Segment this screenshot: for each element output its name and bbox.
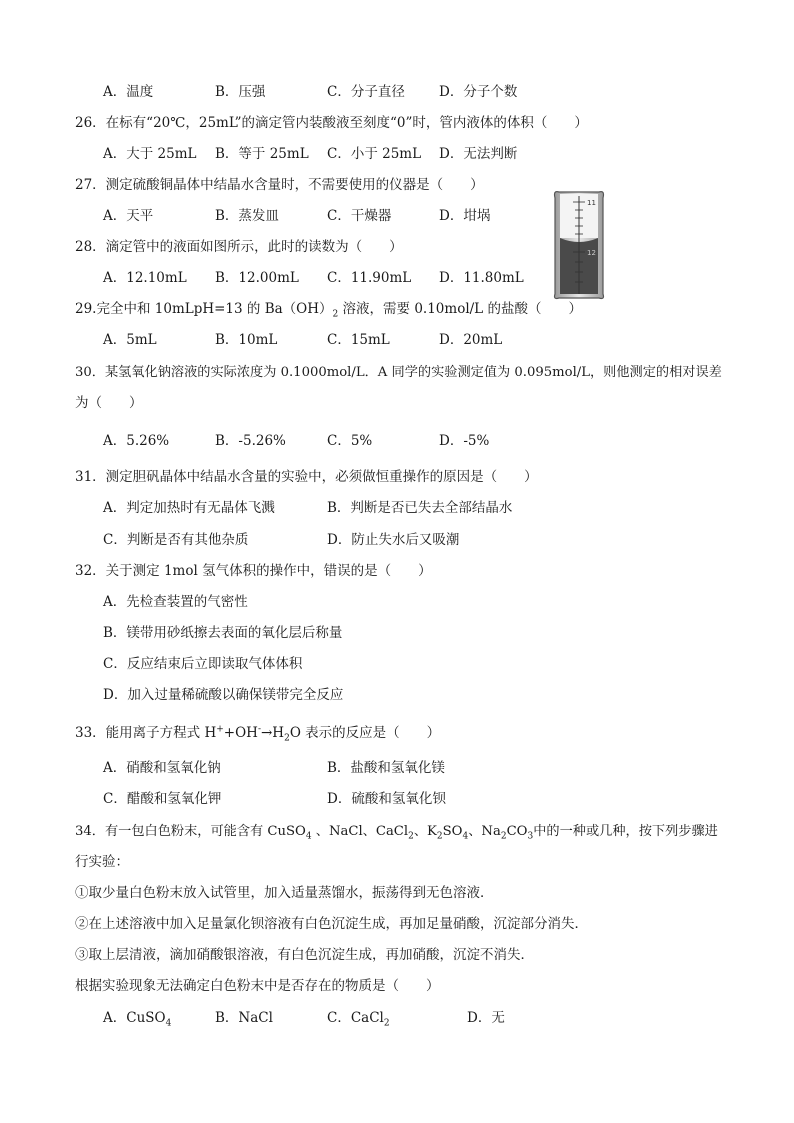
q27-option-b: B．蒸发皿 <box>215 208 279 224</box>
q25-option-d: D．分子个数 <box>439 84 518 100</box>
q29-option-b: B．10mL <box>215 332 278 348</box>
q27-option-a: A．天平 <box>103 208 154 224</box>
q34-stem-line2: 行实验： <box>75 854 129 870</box>
q28-option-c: C．11.90mL <box>327 270 412 286</box>
q27-option-c: C．干燥器 <box>327 208 392 224</box>
q34-step-3: ③取上层清液，滴加硝酸银溶液，有白色沉淀生成，再加硝酸，沉淀不消失． <box>75 947 534 963</box>
q34-option-d: D．无 <box>467 1010 505 1026</box>
q27-option-d: D．坩埚 <box>439 208 491 224</box>
q29-option-c: C．15mL <box>327 332 390 348</box>
q32-option-a: A．先检查装置的气密性 <box>103 594 248 610</box>
q34-option-c: C．CaCl$_2$ <box>327 1010 390 1029</box>
q32-option-c: C．反应结束后立即读取气体体积 <box>103 656 303 672</box>
q31-option-d: D．防止失水后又吸潮 <box>327 532 460 548</box>
q34-step-2: ②在上述溶液中加入足量氯化钡溶液有白色沉淀生成，再加足量硝酸，沉淀部分消失． <box>75 916 588 932</box>
q25-option-b: B．压强 <box>215 84 266 100</box>
q33-option-d: D．硫酸和氢氧化钡 <box>327 791 446 807</box>
burette-tick-12: 12 <box>587 249 596 257</box>
q34-option-b: B．NaCl <box>215 1010 273 1026</box>
q30-option-d: D．-5% <box>439 433 490 449</box>
q26-stem: 26．在标有“20℃，25mL”的滴定管内装酸液至刻度“0”时，管内液体的体积（ ） <box>75 115 588 131</box>
q34-stem-line1: 34．有一包白色粉末，可能含有 CuSO$_4$ 、NaCl、CaCl$_2$、$K_2SO_4$、$Na_2CO_3$中的一种或几种，按下列步骤进 <box>75 824 718 842</box>
q26-option-a: A．大于 25mL <box>103 146 197 162</box>
q33-option-c: C．醋酸和氢氧化钾 <box>103 791 222 807</box>
q30-option-b: B．-5.26% <box>215 433 286 449</box>
burette-figure <box>553 190 605 300</box>
q33-option-a: A．硝酸和氢氧化钠 <box>103 760 221 776</box>
q31-option-c: C．判断是否有其他杂质 <box>103 532 249 548</box>
q28-stem: 28．滴定管中的液面如图所示，此时的读数为（ ） <box>75 239 403 255</box>
q32-stem: 32．关于测定 1mol 氢气体积的操作中，错误的是（ ） <box>75 563 432 579</box>
q26-option-b: B．等于 25mL <box>215 146 309 162</box>
q32-option-b: B．镁带用砂纸擦去表面的氧化层后称量 <box>103 625 343 641</box>
q31-stem: 31．测定胆矾晶体中结晶水含量的实验中，必须做恒重操作的原因是（ ） <box>75 469 538 485</box>
q26-option-d: D．无法判断 <box>439 146 518 162</box>
q29-option-a: A．5mL <box>103 332 157 348</box>
q26-option-c: C．小于 25mL <box>327 146 422 162</box>
q29-option-d: D．20mL <box>439 332 503 348</box>
q33-option-b: B．盐酸和氢氧化镁 <box>327 760 445 776</box>
q28-option-a: A．12.10mL <box>103 270 187 286</box>
q25-option-a: A．温度 <box>103 84 154 100</box>
q34-option-a: A．CuSO$_4$ <box>103 1010 172 1029</box>
q30-option-a: A．5.26% <box>103 433 170 449</box>
q30-stem-line2: 为（ ） <box>75 395 143 411</box>
q34-question: 根据实验现象无法确定白色粉末中是否存在的物质是（ ） <box>75 978 440 994</box>
burette-tick-11: 11 <box>587 199 596 207</box>
q27-stem: 27．测定硫酸铜晶体中结晶水含量时，不需要使用的仪器是（ ） <box>75 177 484 193</box>
q28-option-d: D．11.80mL <box>439 270 524 286</box>
q30-option-c: C．5% <box>327 433 373 449</box>
q32-option-d: D．加入过量稀硫酸以确保镁带完全反应 <box>103 687 344 703</box>
q34-step-1: ①取少量白色粉末放入试管里，加入适量蒸馏水，振荡得到无色溶液． <box>75 885 494 901</box>
q33-stem: 33．能用离子方程式 $H^++OH^-\to H_2O$ 表示的反应是（ ） <box>75 724 441 744</box>
q25-option-c: C．分子直径 <box>327 84 405 100</box>
q31-option-b: B．判断是否已失去全部结晶水 <box>327 500 513 516</box>
q31-option-a: A．判定加热时有无晶体飞溅 <box>103 500 275 516</box>
q28-option-b: B．12.00mL <box>215 270 299 286</box>
q30-stem-line1: 30．某氢氧化钠溶液的实际浓度为 0.1000mol/L．A 同学的实验测定值为 0.095mol/L，则他测定的相对误差 <box>75 365 722 380</box>
q29-stem: 29.完全中和 10mLpH=13 的 $Ba(OH)_2$ 溶液，需要 0.10mol/L 的盐酸（ ） <box>75 301 582 320</box>
